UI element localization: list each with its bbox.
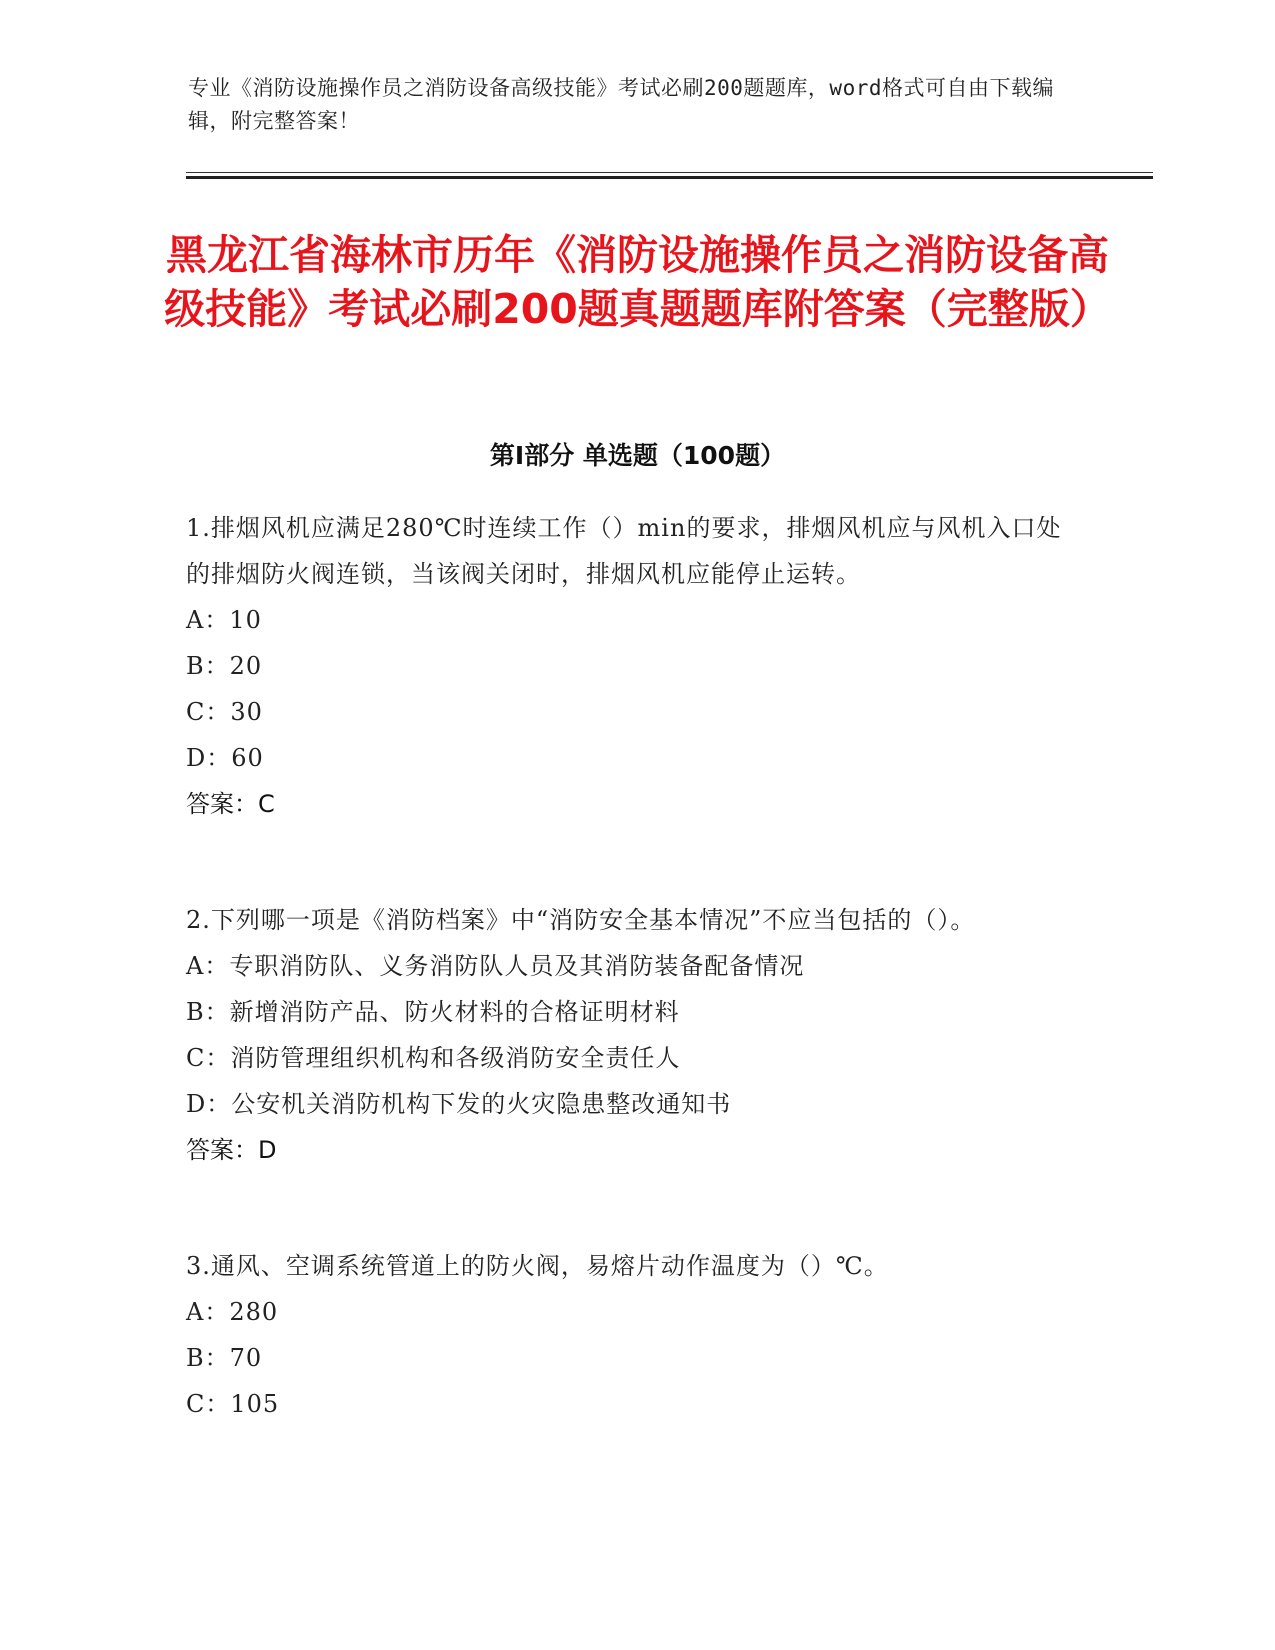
answer: 答案：C (186, 790, 275, 818)
section-title: 第Ⅰ部分 单选题（100题） (489, 441, 786, 470)
header-divider-thin (186, 172, 1153, 173)
option-c: C：30 (186, 698, 263, 726)
option-b: B：新增消防产品、防火材料的合格证明材料 (186, 998, 680, 1026)
header-divider-thick (186, 176, 1153, 179)
option-b: B：70 (186, 1344, 263, 1372)
option-c: C：消防管理组织机构和各级消防安全责任人 (186, 1044, 681, 1072)
option-d: D：60 (186, 744, 264, 772)
header-note: 专业《消防设施操作员之消防设备高级技能》考试必刷200题题库，word格式可自由下载编辑，附完整答案！ (188, 76, 1054, 133)
option-d: D：公安机关消防机构下发的火灾隐患整改通知书 (186, 1090, 732, 1118)
option-a: A：10 (186, 606, 262, 634)
question-stem: 2.下列哪一项是《消防档案》中“消防安全基本情况”不应当包括的（）。 (186, 906, 976, 934)
document-title: 黑龙江省海林市历年《消防设施操作员之消防设备高级技能》考试必刷200题真题题库附答案（完整版） (164, 231, 1111, 333)
question-1 (186, 505, 1086, 827)
question-2 (186, 897, 1086, 1173)
option-a: A：280 (186, 1298, 279, 1326)
answer: 答案：D (186, 1136, 277, 1164)
option-b: B：20 (186, 652, 263, 680)
question-stem: 1.排烟风机应满足280℃时连续工作（）min的要求，排烟风机应与风机入口处的排烟防火阀连锁，当该阀关闭时，排烟风机应能停止运转。 (186, 514, 1062, 588)
question-3 (186, 1243, 1086, 1427)
question-stem: 3.通风、空调系统管道上的防火阀，易熔片动作温度为（）℃。 (186, 1252, 889, 1280)
option-a: A：专职消防队、义务消防队人员及其消防装备配备情况 (186, 952, 805, 980)
option-c: C：105 (186, 1390, 280, 1418)
